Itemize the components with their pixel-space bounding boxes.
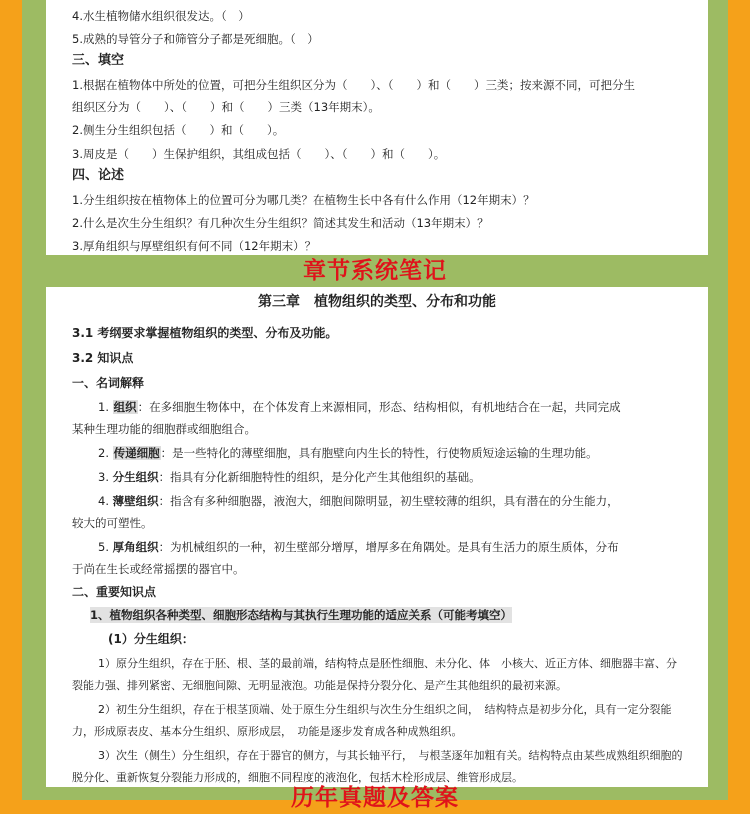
chapter-title: 第三章 植物组织的类型、分布和功能 — [258, 294, 496, 310]
chapter-notes-card — [46, 287, 708, 787]
definition-4-text: ：指含有多种细胞器，液泡大，细胞间隙明显，初生壁较薄的组织，具有潜在的分生能力， — [158, 494, 619, 508]
fill-item-1-line-1: 1.根据在植物体中所处的位置，可把分生组织区分为（ ）、（ ）和（ ）三类；按来源不同，可把分生 — [72, 78, 635, 92]
section-3-1: 3.1 考纲要求掌握植物组织的类型、分布及功能。 — [72, 326, 338, 340]
definition-2-term: 传递细胞 — [113, 446, 160, 460]
definition-3-number: 3. — [98, 470, 109, 484]
definition-2 — [98, 445, 598, 461]
essay-heading: 四、论述 — [72, 168, 125, 183]
essay-item-2: 2.什么是次生分生组织？有几种次生分生组织？简述其发生和活动（13年期末）？ — [72, 216, 489, 230]
essay-item-3: 3.厚角组织与厚壁组织有何不同（12年期末）？ — [72, 239, 317, 253]
part-1-heading: 一、名词解释 — [72, 376, 145, 390]
definition-4-line-2: 较大的可塑性。 — [72, 516, 153, 530]
part-2-heading: 二、重要知识点 — [72, 585, 157, 599]
fill-in-heading: 三、填空 — [72, 53, 125, 68]
definition-2-text: ：是一些特化的薄壁细胞，具有胞壁向内生长的特性，行使物质短途运输的生理功能。 — [160, 446, 598, 460]
fill-item-2: 2.侧生分生组织包括（ ）和（ ）。 — [72, 123, 285, 137]
definition-1-line-2: 某种生理功能的细胞群或细胞组合。 — [72, 422, 256, 436]
fill-item-1-line-2: 组织区分为（ ）、（ ）和（ ）三类（13年期末）。 — [72, 100, 380, 114]
paragraph-2-line-1: 2）初生分生组织，存在于根茎顶端、处于原生分生组织与次生分生组织之间， 结构特点是初步分化，具有一定分裂能 — [98, 703, 672, 716]
definition-4-number: 4. — [98, 494, 109, 508]
definition-5-term: 厚角组织 — [112, 540, 159, 554]
paragraph-3-line-2: 脱分化、重新恢复分裂能力形成的，细胞不同程度的液泡化，包括木栓形成层、维管形成层。 — [72, 771, 523, 784]
definition-2-number: 2. — [98, 446, 109, 460]
section-3-2: 3.2 知识点 — [72, 351, 134, 365]
essay-item-1: 1.分生组织按在植物体上的位置可分为哪几类？在植物生长中各有什么作用（12年期末）？ — [72, 193, 535, 207]
true-false-item-5: 5.成熟的导管分子和筛管分子都是死细胞。（ ） — [72, 32, 319, 46]
questions-card — [46, 0, 708, 255]
key-point-1-subheading: (1）分生组织： — [108, 632, 194, 646]
definition-3 — [98, 469, 481, 485]
true-false-item-4: 4.水生植物储水组织很发达。（ ） — [72, 9, 250, 23]
notes-banner: 章节系统笔记 — [303, 258, 447, 284]
definition-5-text: ：为机械组织的一种，初生壁部分增厚，增厚多在角隅处。是具有生活力的原生质体，分布 — [158, 540, 619, 554]
exam-banner: 历年真题及答案 — [291, 785, 459, 811]
definition-5-line-2: 于尚在生长或经常摇摆的器官中。 — [72, 562, 245, 576]
definition-3-term: 分生组织 — [112, 470, 159, 484]
paragraph-1-line-1: 1）原分生组织，存在于胚、根、茎的最前端，结构特点是胚性细胞、未分化、体 小核大、近正方体、细胞器丰富、分 — [98, 657, 677, 670]
definition-1-term: 组织 — [113, 400, 137, 414]
fill-item-3: 3.周皮是（ ）生保护组织，其组成包括（ ）、（ ）和（ ）。 — [72, 147, 446, 161]
definition-1-number: 1. — [98, 400, 109, 414]
paragraph-2-line-2: 力，形成原表皮、基本分生组织、原形成层， 功能是逐步发育成各种成熟组织。 — [72, 725, 463, 738]
definition-5-line-1 — [98, 539, 619, 555]
paragraph-1-line-2: 裂能力强、排列紧密、无细胞间隙、无明显液泡。功能是保持分裂分化、是产生其他组织的最初来源。 — [72, 679, 567, 692]
key-point-1: 1、植物组织各种类型、细胞形态结构与其执行生理功能的适应关系（可能考填空） — [90, 608, 512, 622]
definition-3-text: ：指具有分化新细胞特性的组织，是分化产生其他组织的基础。 — [158, 470, 481, 484]
definition-1-text: ：在多细胞生物体中，在个体发育上来源相同，形态、结构相似，有机地结合在一起，共同完成 — [137, 400, 621, 414]
paragraph-3-line-1: 3）次生（侧生）分生组织，存在于器官的侧方，与其长轴平行， 与根茎逐年加粗有关。结构特点由某些成熟组织细胞的 — [98, 749, 683, 762]
definition-4-line-1 — [98, 493, 619, 509]
definition-4-term: 薄壁组织 — [112, 494, 159, 508]
definition-1-line-1 — [98, 399, 621, 415]
definition-5-number: 5. — [98, 540, 109, 554]
